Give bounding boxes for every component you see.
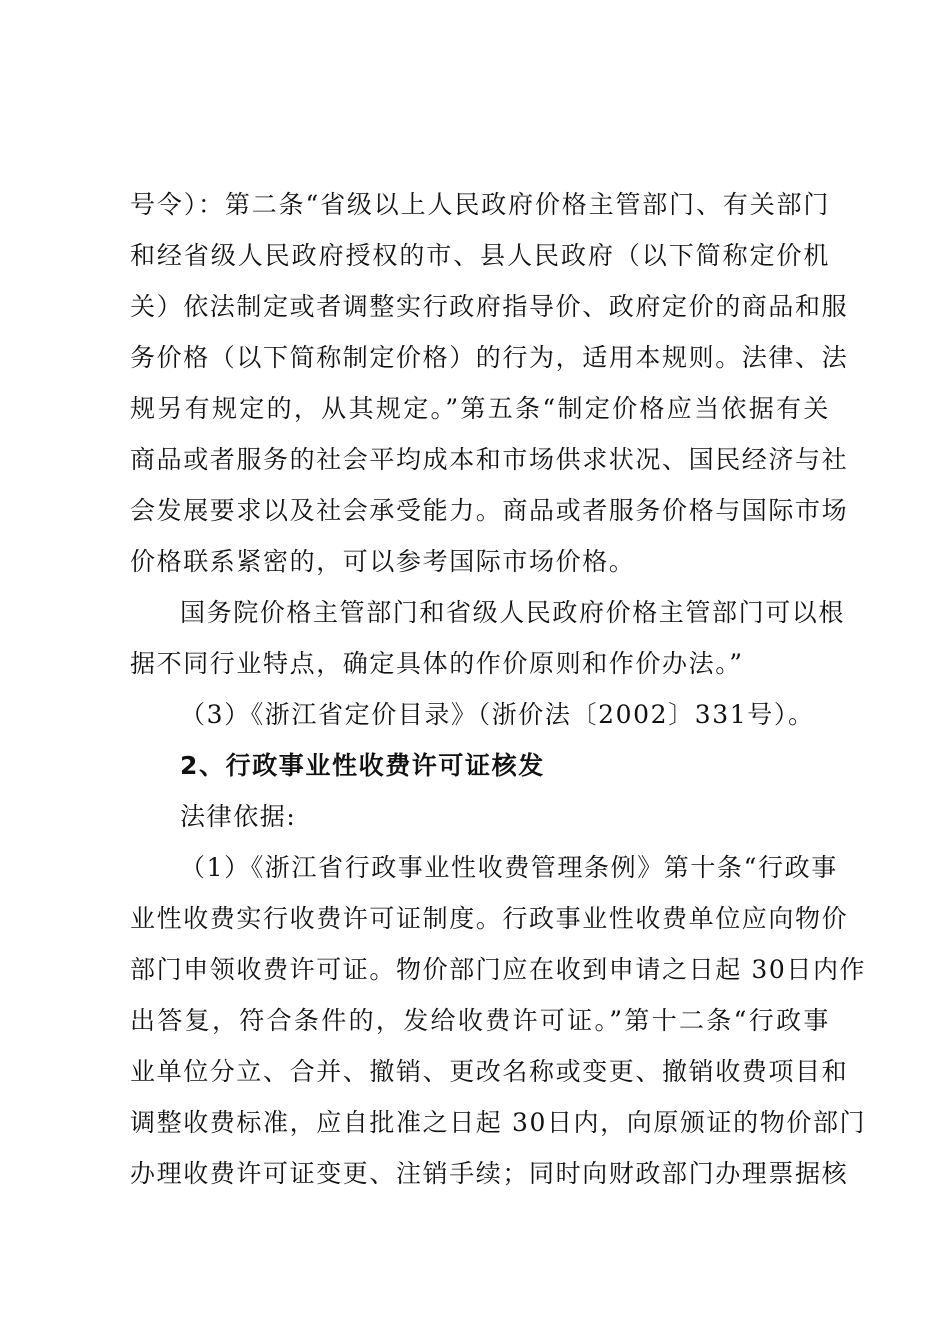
text-line: 业单位分立、合并、撤销、更改名称或变更、撤销收费项目和 [130, 1057, 849, 1086]
text-line: 务价格（以下简称制定价格）的行为，适用本规则。法律、法 [130, 343, 849, 372]
citation-item-1: （1）《浙江省行政事业性收费管理条例》第十条“行政事 [180, 853, 838, 882]
paragraph-first-line: 国务院价格主管部门和省级人民政府价格主管部门可以根 [180, 598, 846, 627]
legal-basis-label: 法律依据: [180, 802, 297, 831]
text-line: 和经省级人民政府授权的市、县人民政府（以下简称定价机 [130, 241, 830, 270]
text-line: 商品或者服务的社会平均成本和市场供求状况、国民经济与社 [130, 445, 849, 474]
text-line: 会发展要求以及社会承受能力。商品或者服务价格与国际市场 [130, 496, 849, 525]
text-line: 出答复，符合条件的，发给收费许可证。”第十二条“行政事 [130, 1006, 830, 1035]
text-line: 调整收费标准，应自批准之日起 30日内，向原颁证的物价部门 [130, 1108, 867, 1137]
text-line: 据不同行业特点，确定具体的作价原则和作价办法。” [130, 649, 744, 678]
text-line: 办理收费许可证变更、注销手续；同时向财政部门办理票据核 [130, 1159, 849, 1188]
section-heading: 2、行政事业性收费许可证核发 [180, 751, 545, 780]
text-line: 部门申领收费许可证。物价部门应在收到申请之日起 30日内作 [130, 955, 867, 984]
text-line: 规另有规定的，从其规定。”第五条“制定价格应当依据有关 [130, 394, 830, 423]
citation-item-3: （3）《浙江省定价目录》（浙价法〔2002〕331号）。 [180, 700, 815, 729]
text-line: 号令）：第二条“省级以上人民政府价格主管部门、有关部门 [130, 190, 830, 219]
text-line: 价格联系紧密的，可以参考国际市场价格。 [130, 547, 636, 576]
text-line: 业性收费实行收费许可证制度。行政事业性收费单位应向物价 [130, 904, 849, 933]
text-line: 关）依法制定或者调整实行政府指导价、政府定价的商品和服 [130, 292, 849, 321]
